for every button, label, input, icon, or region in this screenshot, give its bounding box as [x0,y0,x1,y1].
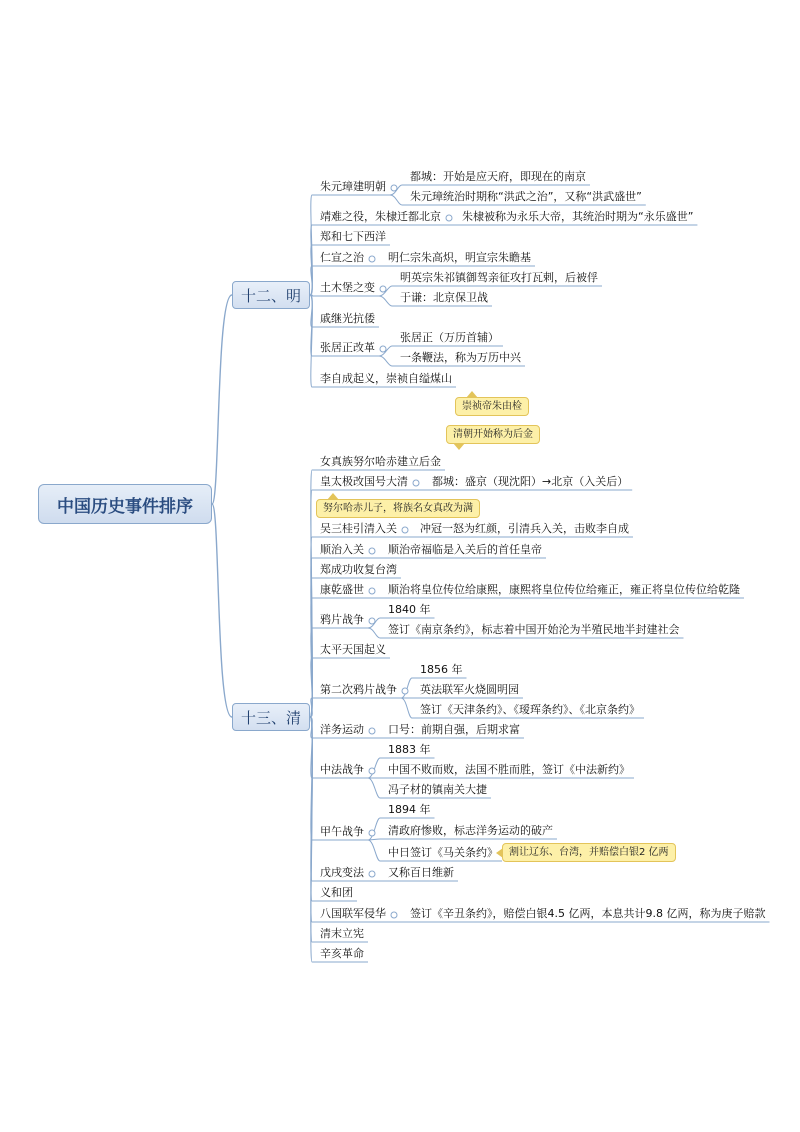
connector [368,840,380,861]
collapse-toggle[interactable] [369,588,375,594]
connector [212,295,232,504]
qing-topic-5[interactable]: 康乾盛世 [320,583,364,596]
collapse-toggle[interactable] [369,830,375,836]
collapse-toggle[interactable] [369,256,375,262]
ming-topic-5[interactable]: 戚继光抗倭 [320,312,375,325]
qing-sub-2-0[interactable]: 冲冠一怒为红颜，引清兵入关，击败李自成 [420,522,629,535]
ming-topic-3[interactable]: 仁宣之治 [320,251,364,264]
ming-topic-4[interactable]: 土木堡之变 [320,281,375,294]
ming-sub-4-1[interactable]: 于谦：北京保卫战 [400,291,488,304]
callout-chongzhen: 崇祯帝朱由检 [455,397,529,416]
qing-topic-11[interactable]: 甲午战争 [320,825,364,838]
qing-sub-8-2[interactable]: 签订《天津条约》、《瑷珲条约》、《北京条约》 [420,703,640,716]
qing-topic-6[interactable]: 鸦片战争 [320,613,364,626]
qing-topic-13[interactable]: 义和团 [320,886,353,899]
ming-sub-3-0[interactable]: 明仁宗朱高炽，明宣宗朱瞻基 [388,251,531,264]
qing-topic-4[interactable]: 郑成功收复台湾 [320,563,397,576]
qing-sub-6-1[interactable]: 签订《南京条约》，标志着中国开始沦为半殖民地半封建社会 [388,623,680,636]
connector [390,195,402,205]
qing-topic-2[interactable]: 吴三桂引清入关 [320,522,397,535]
collapse-toggle[interactable] [446,215,452,221]
qing-topic-0[interactable]: 女真族努尔哈赤建立后金 [320,455,441,468]
callout-huangtaiji: 努尔哈赤儿子，将族名女真改为满 [316,499,480,518]
connector [379,356,392,366]
qing-sub-8-0[interactable]: 1856 年 [420,663,463,676]
qing-topic-16[interactable]: 辛亥革命 [320,947,364,960]
qing-sub-6-0[interactable]: 1840 年 [388,603,431,616]
qing-sub-11-1[interactable]: 清政府惨败，标志洋务运动的破产 [388,824,553,837]
collapse-toggle[interactable] [391,185,397,191]
qing-sub-8-1[interactable]: 英法联军火烧圆明园 [420,683,519,696]
callout-houjin: 清朝开始称为后金 [446,425,540,444]
qing-topic-9[interactable]: 洋务运动 [320,723,364,736]
branch-qing[interactable]: 十三、清 [232,703,310,731]
connector [212,504,232,717]
collapse-toggle[interactable] [380,346,386,352]
ming-sub-4-0[interactable]: 明英宗朱祁镇御驾亲征攻打瓦剌，后被俘 [400,271,598,284]
ming-sub-6-1[interactable]: 一条鞭法，称为万历中兴 [400,351,521,364]
collapse-toggle[interactable] [413,480,419,486]
collapse-toggle[interactable] [391,912,397,918]
ming-topic-1[interactable]: 靖难之役，朱棣迁都北京 [320,210,441,223]
callout-maguan: 割让辽东、台湾，并赔偿白银2 亿两 [502,843,676,862]
qing-sub-12-0[interactable]: 又称百日维新 [388,866,454,879]
connector [379,296,392,306]
collapse-toggle[interactable] [369,728,375,734]
qing-sub-10-0[interactable]: 1883 年 [388,743,431,756]
ming-sub-0-0[interactable]: 都城：开始是应天府，即现在的南京 [410,170,586,183]
qing-sub-3-0[interactable]: 顺治帝福临是入关后的首任皇帝 [388,543,542,556]
collapse-toggle[interactable] [402,527,408,533]
qing-topic-1[interactable]: 皇太极改国号大清 [320,475,408,488]
connector [368,758,380,778]
collapse-toggle[interactable] [369,548,375,554]
qing-topic-10[interactable]: 中法战争 [320,763,364,776]
qing-sub-9-0[interactable]: 口号：前期自强，后期求富 [388,723,520,736]
qing-sub-14-0[interactable]: 签订《辛丑条约》，赔偿白银4.5 亿两，本息共计9.8 亿两，称为庚子赔款 [410,907,766,920]
qing-topic-8[interactable]: 第二次鸦片战争 [320,683,397,696]
collapse-toggle[interactable] [402,688,408,694]
collapse-toggle[interactable] [380,286,386,292]
ming-topic-7[interactable]: 李自成起义，崇祯自缢煤山 [320,372,452,385]
qing-sub-11-2[interactable]: 中日签订《马关条约》 [388,846,498,859]
qing-sub-5-0[interactable]: 顺治将皇位传位给康熙，康熙将皇位传位给雍正，雍正将皇位传位给乾隆 [388,583,740,596]
qing-topic-15[interactable]: 清末立宪 [320,927,364,940]
collapse-toggle[interactable] [369,871,375,877]
connector [368,818,380,840]
ming-topic-0[interactable]: 朱元璋建明朝 [320,180,386,193]
connector [368,628,380,638]
qing-sub-10-2[interactable]: 冯子材的镇南关大捷 [388,783,487,796]
ming-sub-1-0[interactable]: 朱棣被称为永乐大帝，其统治时期为“永乐盛世” [462,210,694,223]
qing-topic-12[interactable]: 戊戌变法 [320,866,364,879]
root-node[interactable]: 中国历史事件排序 [38,484,212,524]
ming-sub-0-1[interactable]: 朱元璋统治时期称“洪武之治”，又称“洪武盛世” [410,190,642,203]
qing-topic-7[interactable]: 太平天国起义 [320,643,386,656]
collapse-toggle[interactable] [369,618,375,624]
collapse-toggle[interactable] [369,768,375,774]
qing-sub-10-1[interactable]: 中国不败而败，法国不胜而胜，签订《中法新约》 [388,763,630,776]
connector [368,778,380,798]
qing-topic-3[interactable]: 顺治入关 [320,543,364,556]
qing-sub-11-0[interactable]: 1894 年 [388,803,431,816]
ming-sub-6-0[interactable]: 张居正（万历首辅） [400,331,499,344]
branch-ming[interactable]: 十二、明 [232,281,310,309]
connector [401,698,412,718]
qing-topic-14[interactable]: 八国联军侵华 [320,907,386,920]
qing-sub-1-0[interactable]: 都城：盛京（现沈阳）→北京（入关后） [432,475,629,488]
ming-topic-2[interactable]: 郑和七下西洋 [320,230,386,243]
ming-topic-6[interactable]: 张居正改革 [320,341,375,354]
